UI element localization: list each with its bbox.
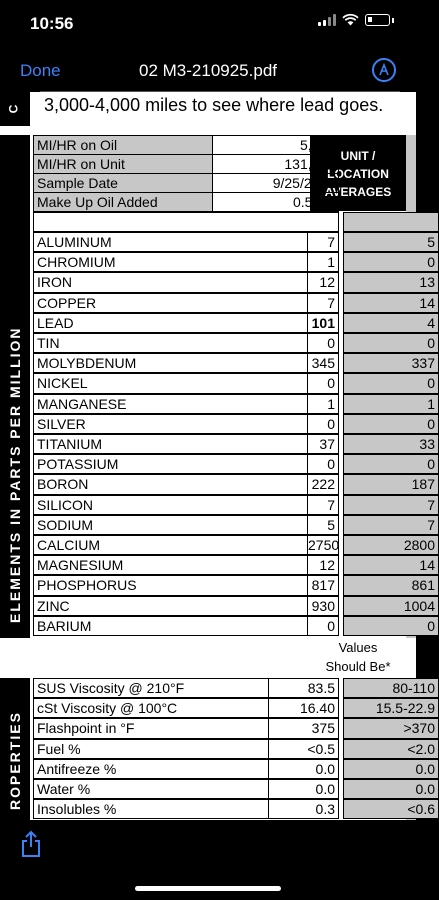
element-row	[33, 616, 435, 636]
property-value: 0.0	[269, 779, 339, 799]
element-row	[33, 414, 435, 434]
property-expected: >370	[343, 718, 439, 738]
values-should-be-header: Values Should Be*	[325, 640, 391, 674]
element-name: TITANIUM	[33, 434, 308, 454]
info-row: Make Up Oil Added 0.5 qts	[33, 192, 416, 212]
element-average: 0	[343, 333, 439, 353]
element-average: 0	[343, 373, 439, 393]
element-average: 14	[343, 555, 439, 575]
element-value: 0	[308, 333, 339, 353]
element-value: 5	[308, 515, 339, 535]
element-average: 13	[343, 272, 439, 292]
element-average: 1004	[343, 596, 439, 616]
element-name: NICKEL	[33, 373, 308, 393]
element-average: 14	[343, 293, 439, 313]
element-name: TIN	[33, 333, 308, 353]
status-icons	[318, 14, 394, 26]
element-value: 101	[308, 313, 339, 333]
doc-header	[0, 92, 416, 126]
element-average: 0	[343, 252, 439, 272]
element-name: SILICON	[33, 495, 308, 515]
element-name: ZINC	[33, 596, 308, 616]
element-average: 7	[343, 495, 439, 515]
element-value: 0	[308, 373, 339, 393]
property-row	[33, 718, 435, 738]
element-name: COPPER	[33, 293, 308, 313]
element-row	[33, 474, 435, 494]
element-value: 345	[308, 353, 339, 373]
element-value: 7	[308, 232, 339, 252]
element-average: 2800	[343, 535, 439, 555]
element-row	[33, 535, 435, 555]
element-average: 1	[343, 394, 439, 414]
done-button[interactable]: Done	[20, 61, 61, 80]
element-row	[33, 232, 435, 252]
document-title: 02 M3-210925.pdf	[139, 61, 277, 80]
element-value: 12	[308, 272, 339, 292]
element-value: 1	[308, 252, 339, 272]
element-value: 0	[308, 414, 339, 434]
property-row	[33, 678, 435, 698]
element-average: 4	[343, 313, 439, 333]
pdf-page[interactable]	[0, 92, 435, 820]
element-average: 5	[343, 232, 439, 252]
element-row	[33, 596, 435, 616]
property-row	[33, 779, 435, 799]
property-value: <0.5	[269, 739, 339, 759]
share-icon[interactable]	[19, 830, 43, 858]
element-value: 0	[308, 454, 339, 474]
element-name: ALUMINUM	[33, 232, 308, 252]
comment-text: 3,000-4,000 miles to see where lead goes.	[44, 95, 384, 115]
element-row	[33, 515, 435, 535]
element-average: 0	[343, 616, 439, 636]
element-row	[33, 373, 435, 393]
property-name: cSt Viscosity @ 100°C	[33, 698, 269, 718]
markup-pen-icon[interactable]	[372, 58, 396, 82]
element-value: 1	[308, 394, 339, 414]
cellular-signal-icon	[318, 14, 336, 26]
element-row	[33, 495, 435, 515]
element-value: 817	[308, 575, 339, 595]
element-name: LEAD	[33, 313, 308, 333]
property-row	[33, 698, 435, 718]
element-value: 222	[308, 474, 339, 494]
element-row	[33, 434, 435, 454]
property-expected: <0.6	[343, 799, 439, 819]
property-name: SUS Viscosity @ 210°F	[33, 678, 269, 698]
element-row	[33, 293, 435, 313]
element-value: 7	[308, 495, 339, 515]
home-indicator[interactable]	[135, 886, 281, 891]
property-expected: 80-110	[343, 678, 439, 698]
spacer-row	[33, 212, 416, 232]
property-expected: <2.0	[343, 739, 439, 759]
wifi-icon	[342, 14, 359, 26]
element-average: 0	[343, 454, 439, 474]
property-value: 0.3	[269, 799, 339, 819]
element-name: POTASSIUM	[33, 454, 308, 474]
property-expected: 0.0	[343, 759, 439, 779]
element-average: 861	[343, 575, 439, 595]
info-row: MI/HR on Oil 5,400	[33, 135, 416, 155]
element-name: SODIUM	[33, 515, 308, 535]
status-bar	[0, 0, 416, 50]
element-name: CALCIUM	[33, 535, 308, 555]
element-average: 0	[343, 414, 439, 434]
element-value: 12	[308, 555, 339, 575]
property-expected: 15.5-22.9	[343, 698, 439, 718]
property-row	[33, 739, 435, 759]
element-row	[33, 394, 435, 414]
element-name: BORON	[33, 474, 308, 494]
element-value: 37	[308, 434, 339, 454]
info-row: MI/HR on Unit 131,400	[33, 154, 416, 174]
element-row	[33, 575, 435, 595]
element-name: PHOSPHORUS	[33, 575, 308, 595]
element-name: MAGNESIUM	[33, 555, 308, 575]
status-time: 10:56	[30, 14, 74, 33]
side-label-properties: ROPERTIES	[0, 678, 30, 820]
element-row	[33, 555, 435, 575]
element-name: CHROMIUM	[33, 252, 308, 272]
element-average: 7	[343, 515, 439, 535]
side-label-elements: ELEMENTS IN PARTS PER MILLION	[0, 135, 30, 638]
property-name: Antifreeze %	[33, 759, 269, 779]
property-expected: 0.0	[343, 779, 439, 799]
element-row	[33, 272, 435, 292]
property-name: Flashpoint in °F	[33, 718, 269, 738]
unit-location-averages-header: UNIT / LOCATION AVERAGES	[310, 135, 406, 211]
property-row	[33, 759, 435, 779]
element-average: 337	[343, 353, 439, 373]
element-name: MOLYBDENUM	[33, 353, 308, 373]
element-name: SILVER	[33, 414, 308, 434]
property-value: 16.40	[269, 698, 339, 718]
element-value: 930	[308, 596, 339, 616]
element-name: BARIUM	[33, 616, 308, 636]
section-label-header: C	[0, 92, 30, 126]
element-row	[33, 454, 435, 474]
property-name: Insolubles %	[33, 799, 269, 819]
bottom-toolbar	[0, 820, 416, 900]
info-row: Sample Date 9/25/2021	[33, 173, 416, 193]
element-row	[33, 333, 435, 353]
element-name: IRON	[33, 272, 308, 292]
element-row	[33, 313, 435, 333]
property-value: 375	[269, 718, 339, 738]
element-row	[33, 252, 435, 272]
element-row	[33, 353, 435, 373]
property-value: 83.5	[269, 678, 339, 698]
property-value: 0.0	[269, 759, 339, 779]
property-row	[33, 799, 435, 819]
element-average: 187	[343, 474, 439, 494]
element-value: 7	[308, 293, 339, 313]
battery-icon	[365, 14, 390, 26]
element-value: 2750	[308, 535, 339, 555]
property-name: Fuel %	[33, 739, 269, 759]
element-average: 33	[343, 434, 439, 454]
element-value: 0	[308, 616, 339, 636]
element-name: MANGANESE	[33, 394, 308, 414]
property-name: Water %	[33, 779, 269, 799]
